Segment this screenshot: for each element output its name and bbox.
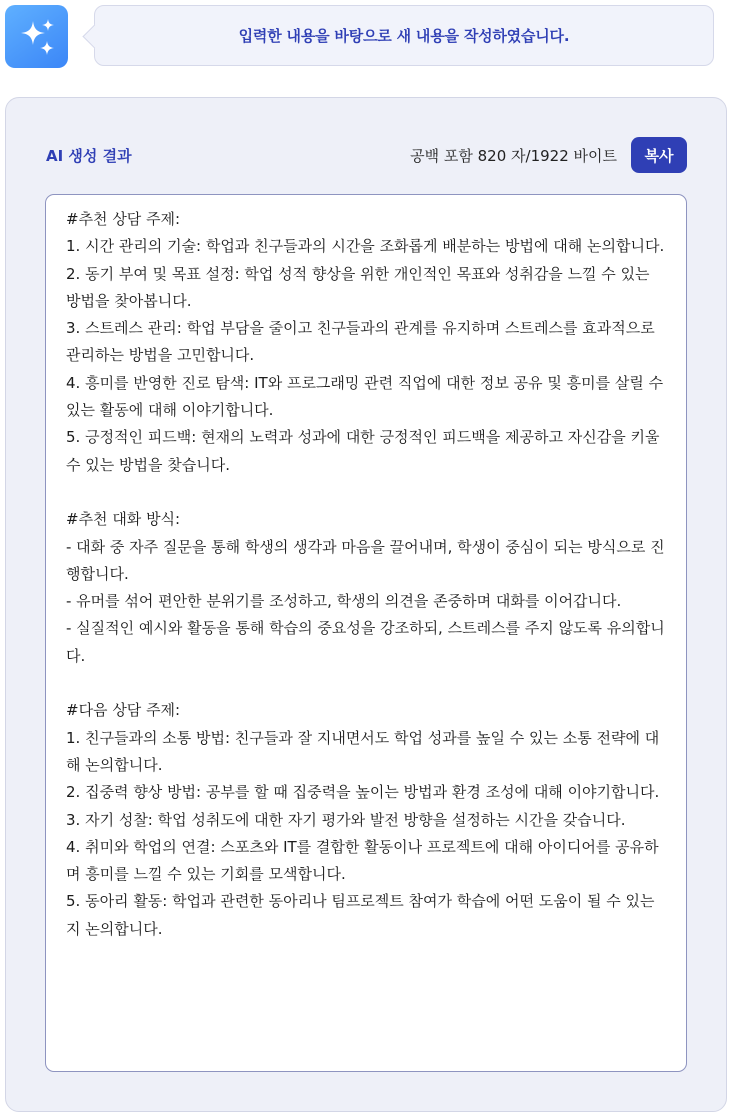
character-count: 공백 포함 820 자/1922 바이트 — [410, 147, 617, 165]
result-title: AI 생성 결과 — [46, 147, 132, 165]
result-textarea[interactable]: #추천 상담 주제: 1. 시간 관리의 기술: 학업과 친구들과의 시간을 조화롭게 배분하는 방법에 대해 논의합니다. 2. 동기 부여 및 목표 설정: 학업 성적 향상을 위한 개인적인 목표와 성취감을 느낄 수 있는 방법을 찾아봅니다. 3. 스트레스 관리: 학업 부담을 줄이고 친구들과의 관계를 유지하며 스트레스를 효과적으로 관리하는 방법을 고민합니다. 4. 흥미를 반영한 진로 탐색: IT와 프로그래밍 관련 직업에 대한 정보 공유 및 흥미를 살릴 수 있는 활동에 대해 이야기합니다. 5. 긍정적인 피드백: 현재의 노력과 성과에 대한 긍정적인 피드백을 제공하고 자신감을 키울 수 있는 방법을 찾습니다. #추천 대화 방식: - 대화 중 자주 질문을 통해 학생의 생각과 마음을 끌어내며, 학생이 중심이 되는 방식으로 진행합니다. - 유머를 섞어 편안한 분위기를 조성하고, 학생의 의견을 존중하며 대화를 이어갑니다. - 실질적인 예시와 활동을 통해 학습의 중요성을 강조하되, 스트레스를 주지 않도록 유의합니다. #다음 상담 주제: 1. 친구들과의 소통 방법: 친구들과 잘 지내면서도 학업 성과를 높일 수 있는 소통 전략에 대해 논의합니다. 2. 집중력 향상 방법: 공부를 할 때 집중력을 높이는 방법과 환경 조성에 대해 이야기합니다. 3. 자기 성찰: 학업 성취도에 대한 자기 평가와 발전 방향을 설정하는 시간을 갖습니다. 4. 취미와 학업의 연결: 스포츠와 IT를 결합한 활동이나 프로젝트에 대해 아이디어를 공유하며 흥미를 느낄 수 있는 기회를 모색합니다. 5. 동아리 활동: 학업과 관련한 동아리나 팀프로젝트 참여가 학습에 어떤 도움이 될 수 있는지 논의합니다. — [45, 194, 687, 1072]
ai-avatar — [5, 5, 68, 68]
ai-result-panel — [5, 97, 727, 1112]
assistant-message-text: 입력한 내용을 바탕으로 새 내용을 작성하였습니다. — [238, 27, 570, 45]
copy-button[interactable]: 복사 — [631, 137, 687, 173]
sparkles-icon — [15, 15, 59, 59]
assistant-message-bubble — [94, 5, 714, 66]
